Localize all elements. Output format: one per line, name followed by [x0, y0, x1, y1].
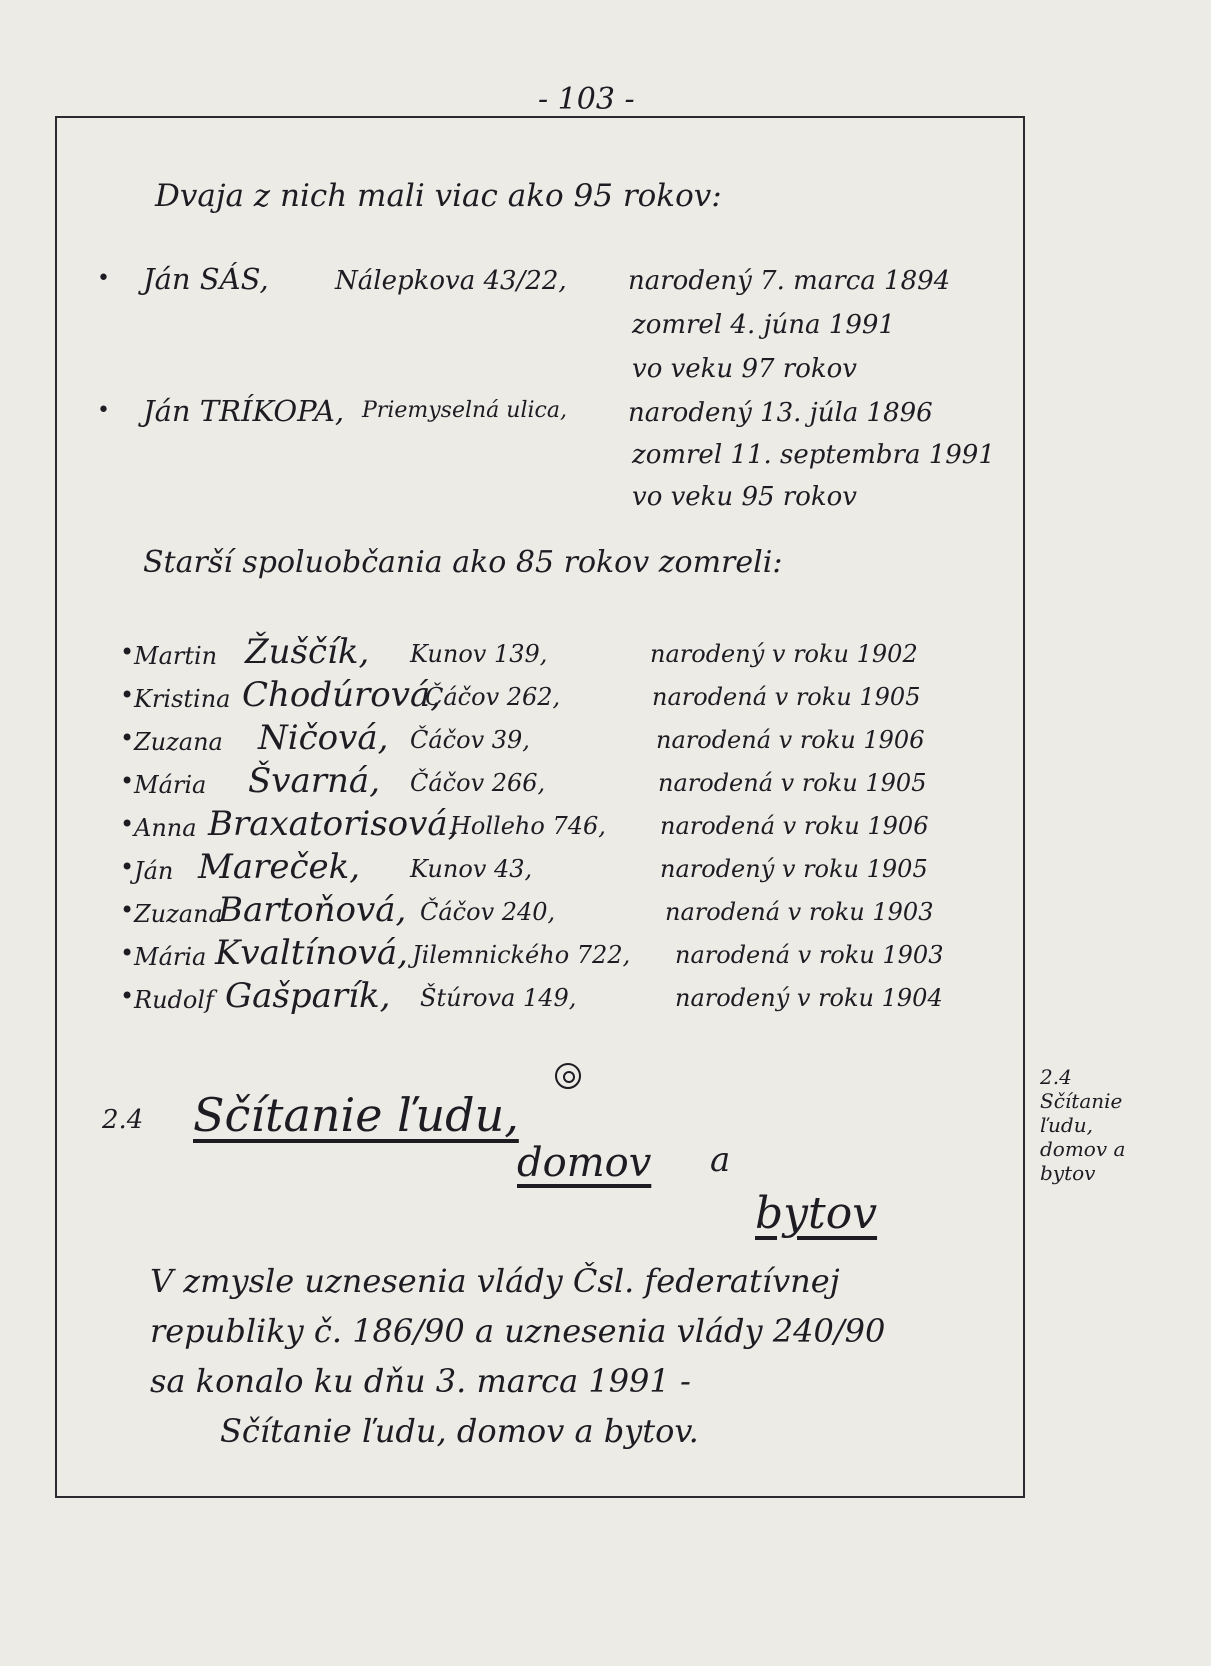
page-number: - 103 -	[538, 82, 635, 117]
elder-age: vo veku 95 rokov	[632, 482, 857, 512]
paragraph-line: Sčítanie ľudu, domov a bytov.	[220, 1412, 699, 1450]
last-name: Žuščík,	[245, 632, 370, 672]
bullet-icon: •	[120, 939, 135, 967]
birth-year: narodená v roku 1905	[652, 683, 921, 711]
last-name: Švarná,	[248, 761, 380, 801]
birth-year: narodená v roku 1903	[675, 941, 944, 969]
address: Čáčov 39,	[410, 726, 530, 754]
address: Jilemnického 722,	[412, 941, 631, 969]
elder-name: Ján TRÍKOPA,	[143, 394, 345, 428]
elder-age: vo veku 97 rokov	[632, 354, 857, 384]
elder-name: Ján SÁS,	[143, 262, 269, 296]
paragraph-line: V zmysle uznesenia vlády Čsl. federatívnej	[150, 1262, 840, 1300]
elder-born: narodený 7. marca 1894	[628, 266, 951, 296]
margin-note: 2.4 Sčítanie ľudu, domov a bytov	[1040, 1065, 1126, 1185]
elder-died: zomrel 4. júna 1991	[632, 310, 895, 340]
section-number: 2.4	[102, 1105, 144, 1135]
address: Štúrova 149,	[420, 984, 577, 1012]
last-name: Mareček,	[198, 847, 361, 887]
bullet-icon: •	[120, 767, 135, 795]
address: Čáčov 262,	[425, 683, 561, 711]
bullet-icon: •	[120, 810, 135, 838]
section-title-conjunction: a	[710, 1140, 731, 1180]
first-name: Anna	[134, 814, 197, 842]
first-name: Ján	[134, 857, 174, 885]
birth-year: narodený v roku 1904	[675, 984, 943, 1012]
bullet-icon: •	[97, 266, 110, 291]
first-name: Mária	[134, 943, 207, 971]
elder-died: zomrel 11. septembra 1991	[632, 440, 995, 470]
last-name: Ničová,	[258, 718, 389, 758]
birth-year: narodená v roku 1906	[660, 812, 929, 840]
first-name: Zuzana	[134, 900, 223, 928]
bullet-icon: •	[120, 896, 135, 924]
birth-year: narodený v roku 1905	[660, 855, 928, 883]
address: Čáčov 240,	[420, 898, 556, 926]
section-title-domov: domov	[517, 1140, 652, 1186]
section-title: Sčítanie ľudu,	[193, 1088, 519, 1142]
deaths-heading: Starší spoluobčania ako 85 rokov zomreli:	[143, 545, 783, 580]
address: Holleho 746,	[450, 812, 606, 840]
first-name: Mária	[134, 771, 207, 799]
intro-line: Dvaja z nich mali viac ako 95 rokov:	[155, 178, 722, 214]
bullet-icon: •	[120, 724, 135, 752]
bullet-icon: •	[120, 681, 135, 709]
first-name: Rudolf	[134, 986, 214, 1014]
last-name: Chodúrová,	[242, 675, 442, 715]
first-name: Martin	[134, 642, 218, 670]
bullet-icon: •	[120, 638, 135, 666]
first-name: Zuzana	[134, 728, 223, 756]
elder-address: Priemyselná ulica,	[362, 398, 567, 423]
paragraph-line: sa konalo ku dňu 3. marca 1991 -	[150, 1362, 691, 1400]
birth-year: narodený v roku 1902	[650, 640, 918, 668]
address: Čáčov 266,	[410, 769, 546, 797]
first-name: Kristina	[134, 685, 231, 713]
last-name: Gašparík,	[225, 976, 391, 1016]
last-name: Bartoňová,	[218, 890, 407, 930]
address: Kunov 139,	[410, 640, 548, 668]
birth-year: narodená v roku 1905	[658, 769, 927, 797]
bullet-icon: •	[120, 853, 135, 881]
elder-born: narodený 13. júla 1896	[628, 398, 933, 428]
birth-year: narodená v roku 1906	[656, 726, 925, 754]
elder-address: Nálepkova 43/22,	[335, 266, 567, 296]
bullet-icon: •	[120, 982, 135, 1010]
birth-year: narodená v roku 1903	[665, 898, 934, 926]
bullet-icon: •	[97, 398, 110, 423]
section-title-bytov: bytov	[755, 1188, 878, 1239]
last-name: Braxatorisová,	[208, 804, 459, 844]
paragraph-line: republiky č. 186/90 a uznesenia vlády 240/90	[150, 1312, 886, 1350]
spiral-mark-icon	[555, 1063, 581, 1089]
last-name: Kvaltínová,	[215, 933, 408, 973]
address: Kunov 43,	[410, 855, 533, 883]
